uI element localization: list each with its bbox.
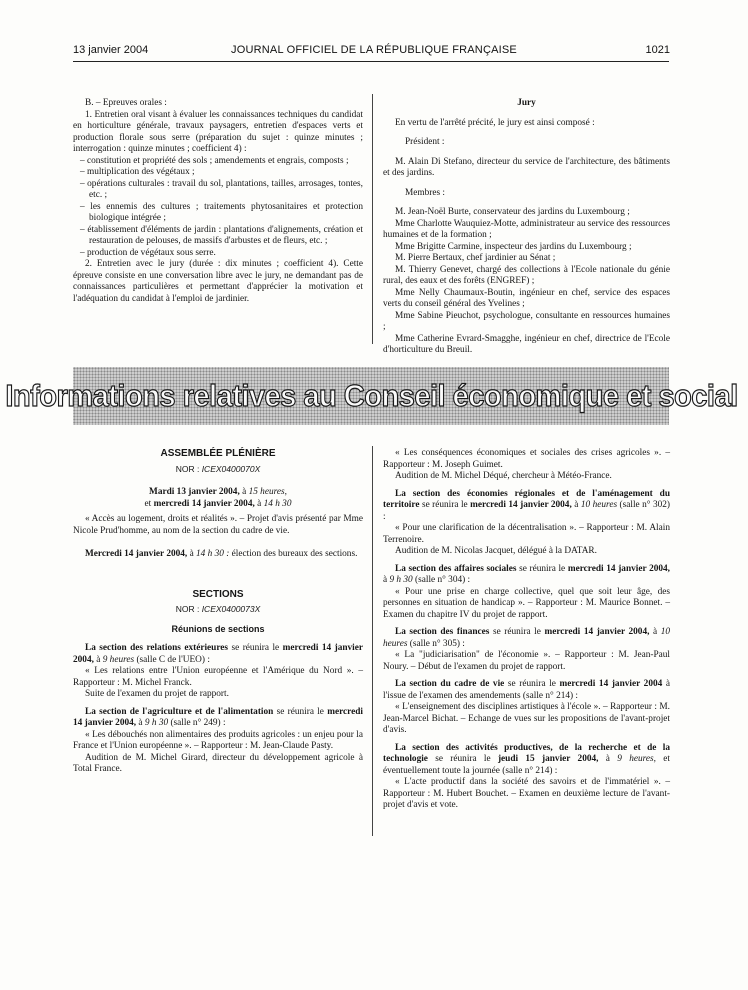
jury-member: Mme Catherine Evrard-Smagghe, ingénieur en chef, directrice de l'Ecole d'horticulture du Breuil. — [383, 333, 670, 355]
meeting-time: 9 h 30 — [144, 718, 169, 728]
meeting-room: (salle n° 304) : — [412, 575, 471, 585]
meeting-text: se réunira le — [273, 706, 328, 717]
oral-exams-column — [73, 98, 363, 305]
meeting-room: (salle n° 305) : — [407, 638, 465, 649]
meeting-topic: « Pour une prise en charge collective, quel que soit leur âge, des personnes en situation de handicap ». – Rapporteur : M. Maurice Bonnet. – Examen du chapitre IV du projet de rapport. — [383, 586, 670, 620]
jury-president: M. Alain Di Stefano, directeur du service de l'architecture, des bâtiments et des jardins. — [383, 156, 670, 178]
meeting-text: à — [649, 627, 661, 637]
jury-heading: Jury — [517, 98, 536, 108]
meeting-room: (salle n° 249) : — [168, 718, 226, 728]
meeting-note: Audition de M. Michel Girard, directeur du développement agricole à Total France. — [73, 752, 363, 774]
date-text: et — [144, 498, 154, 509]
meeting-relations-exterieures — [73, 643, 363, 666]
section-name: La section des économies régionales et de l'aménagement du territoire — [383, 488, 670, 510]
section-name: La section des activités productives, de la recherche et de la technologie — [383, 742, 670, 764]
meeting-time: 10 heures — [383, 627, 671, 649]
members-label: Membres : — [405, 187, 446, 198]
topic-item: – opérations culturales : travail du sol, plantations, tailles, arrosages, tontes, etc. ; — [80, 178, 363, 200]
jury-member: M. Pierre Bertaux, chef jardinier au Sénat ; — [395, 253, 556, 263]
header-rule — [73, 61, 669, 62]
meeting-text: à — [383, 575, 390, 585]
journal-title: JOURNAL OFFICIEL DE LA RÉPUBLIQUE FRANÇAISE — [231, 44, 517, 56]
meeting-room: et éventuellement toute la journée (salle n° 214) : — [383, 754, 670, 776]
meeting-note: Audition de M. Nicolas Jacquet, délégué à la DATAR. — [395, 546, 597, 556]
date-time: 14 h 30 : — [196, 549, 230, 559]
date-bold: Mardi 13 janvier 2004, — [149, 487, 240, 497]
meeting-date: mercredi 14 janvier 2004, — [73, 706, 363, 728]
meeting-topic: « L'enseignement des disciplines artistiques à l'école ». – Rapporteur : M. Jean-Marcel Bichat. – Echange de vues sur les propositions de l'avant-projet d'avis. — [383, 702, 670, 735]
section-name: La section des finances — [395, 627, 490, 637]
column-divider — [372, 446, 373, 836]
sections-title: SECTIONS — [192, 588, 244, 600]
jury-intro: En vertu de l'arrêté précité, le jury est ainsi composé : — [395, 117, 595, 128]
nor-code: ICEX0400070X — [201, 463, 261, 474]
sections-nor — [73, 604, 363, 616]
meeting-topic: « La "judiciarisation" de l'économie ». – Rapporteur : M. Jean-Paul Noury. – Début de l'examen du projet de rapport. — [383, 650, 670, 672]
jury-member: Mme Sabine Pieuchot, psychologue, consultante en ressources humaines ; — [383, 310, 670, 332]
meeting-text: se réunira le — [228, 643, 283, 653]
date-time: 15 heures, — [248, 487, 287, 497]
assembly-date-line-1 — [73, 487, 363, 499]
meeting-text: se réunira le — [419, 500, 471, 510]
date-text: à — [254, 498, 264, 509]
oral-exams-heading: B. – Epreuves orales : — [85, 98, 167, 108]
meeting-activites-productives — [383, 743, 670, 778]
jury-member: Mme Brigitte Carmine, inspecteur des jardins du Luxembourg ; — [395, 241, 632, 252]
meeting-time: 9 heures — [102, 654, 135, 665]
header-date: 13 janvier 2004 — [73, 44, 149, 56]
meeting-text: à — [93, 654, 103, 665]
meeting-topic: « Les relations entre l'Union européenne et l'Amérique du Nord ». – Rapporteur : M. Michel Franck. — [73, 666, 363, 688]
meeting-affaires-sociales — [383, 564, 670, 587]
section-name: La section du cadre de vie — [395, 679, 505, 689]
meeting-time: 9 heures, — [617, 754, 656, 764]
topic-item: – multiplication des végétaux ; — [80, 167, 195, 177]
meeting-text: se réunira le — [489, 627, 545, 637]
date-text: à — [187, 549, 197, 559]
election-text: élection des bureaux des sections. — [229, 549, 358, 559]
nor-label: NOR : — [175, 463, 200, 474]
meeting-text: à — [136, 718, 145, 728]
meeting-room: à l'issue de l'examen des amendements (salle n° 214) : — [383, 679, 671, 701]
meeting-note: Audition de M. Michel Déqué, chercheur à Météo-France. — [395, 471, 612, 481]
sections-subtitle: Réunions de sections — [171, 623, 265, 634]
meeting-date: mercredi 14 janvier 2004 — [559, 679, 663, 689]
assembly-agenda: « Accès au logement, droits et réalités ». – Projet d'avis présenté par Mme Nicole Prud'homme, au nom de la section du cadre de vie. — [73, 514, 363, 536]
meeting-topic: « L'acte productif dans la société des savoirs et de l'immatériel ». – Rapporteur : M. Hubert Bouchet. – Examen en deuxième lecture de l'avant-projet d'avis et vote. — [383, 777, 670, 810]
meeting-topic: « Pour une clarification de la décentralisation ». – Rapporteur : M. Alain Terrenoire. — [383, 523, 670, 545]
topic-item: – les ennemis des cultures ; traitements phytosanitaires et protection biologique intégrée ; — [80, 201, 363, 223]
assembly-title: ASSEMBLÉE PLÉNIÈRE — [160, 448, 276, 459]
assembly-nor — [73, 464, 363, 476]
jury-member: M. Jean-Noël Burte, conservateur des jardins du Luxembourg ; — [395, 207, 630, 217]
jury-member: Mme Charlotte Wauquiez-Motte, administrateur au service des ressources humaines et de la formation ; — [383, 218, 670, 240]
meeting-text: à — [598, 754, 618, 764]
date-text: à — [239, 487, 249, 497]
nor-label: NOR : — [175, 604, 200, 614]
oral-exam-item-1: 1. Entretien oral visant à évaluer les connaissances techniques du candidat en horticulture générale, travaux paysagers, entretien d'espaces verts et production florale sous serre (préparation du sujet : quinze minutes ; interrogation : quinze minutes ; coefficient 4) : — [73, 109, 363, 154]
section-name: La section des relations extérieures — [85, 643, 229, 653]
date-bold: Mercredi 14 janvier 2004, — [85, 549, 188, 559]
topic-item: – production de végétaux sous serre. — [80, 247, 216, 258]
meeting-date: mercredi 14 janvier 2004, — [567, 563, 671, 574]
topic-item: – établissement d'éléments de jardin : plantations d'alignements, création et restauration de pelouses, de massifs d'arbustes et de fleurs, etc. ; — [80, 224, 363, 246]
meeting-time: 10 heures — [580, 500, 618, 510]
jury-member: M. Thierry Genevet, chargé des collections à l'Ecole nationale du génie rural, des eaux et des forêts (ENGREF) ; — [383, 264, 670, 286]
meeting-date: mercredi 14 janvier 2004, — [544, 627, 650, 637]
ces-right-column — [383, 448, 670, 812]
section-banner — [4, 367, 738, 425]
section-name: La section des affaires sociales — [395, 563, 517, 574]
assembly-election — [73, 549, 363, 561]
topic-item: – constitution et propriété des sols ; amendements et engrais, composts ; — [80, 155, 349, 166]
column-divider — [372, 94, 373, 344]
meeting-date: jeudi 15 janvier 2004, — [497, 754, 599, 764]
section-name: La section de l'agriculture et de l'alimentation — [85, 706, 274, 717]
meeting-note: Suite de l'examen du projet de rapport. — [85, 689, 229, 699]
ces-left-column — [73, 448, 363, 776]
meeting-text: se réunira le — [516, 563, 568, 574]
nor-code: ICEX0400073X — [201, 604, 261, 614]
banner-title: Informations relatives au Conseil économique et social — [4, 378, 738, 413]
meeting-date: mercredi 14 janvier 2004, — [73, 643, 364, 665]
president-label: Président : — [405, 137, 445, 147]
jury-member: Mme Nelly Chaumaux-Boutin, ingénieur en chef, service des espaces verts du conseil général des Yvelines ; — [383, 287, 670, 309]
meeting-text: à — [571, 500, 581, 510]
meeting-text: se réunira le — [427, 754, 498, 764]
oral-exam-item-2: 2. Entretien avec le jury (durée : dix minutes ; coefficient 4). Cette épreuve consiste en une conversation libre avec le jury, ne demandant pas de connaissances particulières et permettant d'apprécier la motivation et l'adéquation du candidat à l'emploi de jardinier. — [73, 259, 363, 304]
meeting-date: mercredi 14 janvier 2004, — [470, 500, 572, 510]
jury-column — [383, 98, 670, 357]
date-bold: mercredi 14 janvier 2004, — [153, 498, 255, 509]
page-number: 1021 — [645, 44, 670, 56]
meeting-topic: « Les débouchés non alimentaires des produits agricoles : un enjeu pour la France et l'Union européenne ». – Rapporteur : M. Jean-Claude Pasty. — [73, 729, 363, 751]
meeting-economies-regionales — [383, 489, 670, 524]
meeting-topic: « Les conséquences économiques et sociales des crises agricoles ». – Rapporteur : M. Joseph Guimet. — [383, 448, 670, 470]
meeting-agriculture — [73, 707, 363, 730]
meeting-text: se réunira le — [504, 679, 560, 689]
date-time: 14 h 30 — [263, 498, 292, 509]
meeting-time: 9 h 30 — [389, 575, 413, 585]
meeting-room: (salle C de l'UEO) : — [134, 654, 210, 665]
meeting-finances — [383, 627, 670, 650]
assembly-date-line-2 — [73, 499, 363, 511]
meeting-room: (salle n° 302) : — [383, 500, 671, 522]
meeting-cadre-de-vie — [383, 679, 670, 702]
